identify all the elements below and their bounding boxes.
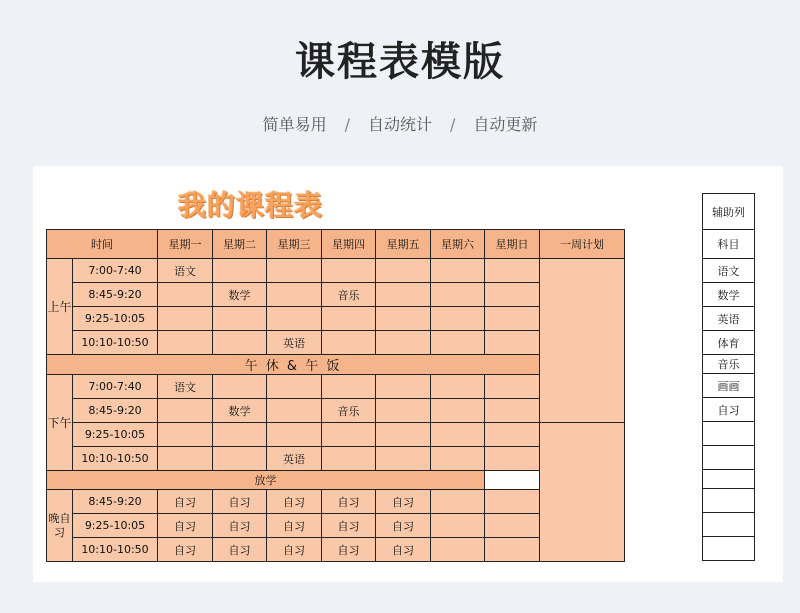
col-header-week-plan[interactable]: 一周计划 — [540, 230, 625, 259]
col-header-thu[interactable]: 星期四 — [322, 230, 376, 259]
course-cell[interactable]: 自习 — [267, 514, 322, 538]
week-plan-cell-bottom[interactable] — [540, 423, 625, 562]
course-cell[interactable]: 自习 — [322, 514, 376, 538]
course-cell[interactable] — [213, 447, 267, 471]
table-row — [47, 490, 625, 514]
course-cell[interactable]: 自习 — [322, 538, 376, 562]
table-row — [47, 423, 625, 447]
course-cell[interactable] — [267, 283, 322, 307]
aux-column-table — [702, 193, 755, 561]
course-cell[interactable] — [431, 283, 485, 307]
course-cell[interactable] — [158, 307, 213, 331]
aux-subject-cell[interactable]: 语文 — [703, 259, 755, 283]
col-header-mon[interactable]: 星期一 — [158, 230, 213, 259]
aux-subject-cell[interactable]: 数学 — [703, 283, 755, 307]
course-cell[interactable] — [213, 375, 267, 399]
course-cell[interactable]: 自习 — [213, 514, 267, 538]
course-cell[interactable] — [376, 375, 431, 399]
course-cell[interactable] — [322, 259, 376, 283]
aux-subheader[interactable]: 科目 — [703, 230, 755, 259]
aux-header[interactable]: 辅助列 — [703, 194, 755, 230]
course-cell[interactable]: 自习 — [158, 490, 213, 514]
aux-subject-cell[interactable]: 体育 — [703, 331, 755, 355]
feature-auto-update: 自动更新 — [473, 115, 538, 134]
course-cell[interactable] — [322, 423, 376, 447]
page-title: 课程表模版 — [295, 39, 505, 85]
course-cell[interactable] — [485, 423, 540, 447]
table-row — [47, 399, 625, 423]
course-cell[interactable] — [431, 423, 485, 447]
col-header-sun[interactable]: 星期日 — [485, 230, 540, 259]
aux-subject-cell[interactable]: 自习 — [703, 398, 755, 422]
timetable — [46, 229, 625, 562]
course-cell[interactable] — [485, 399, 540, 423]
course-cell[interactable]: 自习 — [376, 490, 431, 514]
course-cell[interactable]: 音乐 — [322, 283, 376, 307]
course-cell[interactable]: 数学 — [213, 283, 267, 307]
week-plan-cell-top[interactable] — [540, 259, 625, 423]
sheet-title: 我的课程表 — [178, 189, 324, 222]
time-cell[interactable]: 7:00-7:40 — [73, 259, 158, 283]
col-header-sat[interactable]: 星期六 — [431, 230, 485, 259]
course-cell[interactable] — [376, 307, 431, 331]
aux-subject-cell[interactable] — [703, 513, 755, 537]
course-cell[interactable] — [267, 307, 322, 331]
course-cell[interactable] — [322, 331, 376, 355]
aux-subject-cell[interactable]: 画画 — [703, 374, 755, 398]
course-cell[interactable] — [485, 375, 540, 399]
course-cell[interactable]: 音乐 — [322, 399, 376, 423]
course-cell[interactable] — [267, 399, 322, 423]
aux-subject-cell[interactable] — [703, 489, 755, 513]
aux-subject-cell[interactable] — [703, 470, 755, 489]
table-row — [47, 307, 625, 331]
course-cell[interactable] — [376, 331, 431, 355]
course-cell[interactable] — [431, 447, 485, 471]
course-cell[interactable] — [158, 283, 213, 307]
course-cell[interactable] — [376, 283, 431, 307]
course-cell[interactable] — [431, 399, 485, 423]
course-cell[interactable]: 语文 — [158, 259, 213, 283]
course-cell[interactable] — [376, 259, 431, 283]
table-row — [47, 331, 625, 355]
aux-subject-cell[interactable] — [703, 446, 755, 470]
course-cell[interactable] — [158, 447, 213, 471]
course-cell[interactable] — [485, 514, 540, 538]
course-cell[interactable] — [485, 490, 540, 514]
time-cell[interactable]: 10:10-10:50 — [73, 447, 158, 471]
col-header-tue[interactable]: 星期二 — [213, 230, 267, 259]
feature-easy: 简单易用 — [262, 115, 327, 134]
table-row — [47, 283, 625, 307]
course-cell[interactable]: 自习 — [158, 514, 213, 538]
course-cell[interactable]: 自习 — [322, 490, 376, 514]
course-cell[interactable] — [376, 447, 431, 471]
table-row — [47, 447, 625, 471]
course-cell[interactable] — [431, 538, 485, 562]
course-cell[interactable] — [322, 307, 376, 331]
course-cell[interactable] — [485, 331, 540, 355]
course-cell[interactable]: 数学 — [213, 399, 267, 423]
course-cell[interactable] — [376, 423, 431, 447]
aux-subject-cell[interactable]: 英语 — [703, 307, 755, 331]
course-cell[interactable]: 英语 — [267, 447, 322, 471]
col-header-time[interactable]: 时间 — [47, 230, 158, 259]
course-cell[interactable] — [431, 331, 485, 355]
time-cell[interactable]: 9:25-10:05 — [73, 423, 158, 447]
header-row — [47, 230, 625, 259]
course-cell[interactable] — [485, 259, 540, 283]
separator: / — [344, 115, 350, 134]
course-cell[interactable] — [267, 259, 322, 283]
course-cell[interactable]: 语文 — [158, 375, 213, 399]
course-cell[interactable]: 英语 — [267, 331, 322, 355]
table-row — [47, 355, 625, 375]
period-label-evening[interactable]: 晚自习 — [47, 490, 73, 562]
course-cell[interactable] — [485, 447, 540, 471]
course-cell[interactable]: 自习 — [267, 490, 322, 514]
course-cell[interactable]: 自习 — [376, 514, 431, 538]
table-row — [47, 514, 625, 538]
col-header-wed[interactable]: 星期三 — [267, 230, 322, 259]
course-cell[interactable]: 自习 — [376, 538, 431, 562]
feature-list — [0, 112, 800, 135]
time-cell[interactable]: 8:45-9:20 — [73, 490, 158, 514]
course-cell[interactable] — [213, 423, 267, 447]
course-cell[interactable] — [431, 514, 485, 538]
time-cell[interactable]: 8:45-9:20 — [73, 399, 158, 423]
noon-break-band[interactable]: 午 休 & 午 饭 — [47, 355, 540, 375]
time-cell[interactable]: 8:45-9:20 — [73, 283, 158, 307]
course-cell[interactable]: 自习 — [213, 490, 267, 514]
period-label-afternoon[interactable]: 下午 — [47, 375, 73, 471]
course-cell[interactable] — [485, 538, 540, 562]
after-school-band[interactable]: 放学 — [47, 471, 485, 490]
feature-auto-stats: 自动统计 — [367, 115, 432, 134]
course-cell[interactable] — [431, 307, 485, 331]
course-cell[interactable] — [213, 259, 267, 283]
table-row — [47, 259, 625, 283]
time-cell[interactable]: 10:10-10:50 — [73, 538, 158, 562]
course-cell[interactable] — [376, 399, 431, 423]
time-cell[interactable]: 9:25-10:05 — [73, 514, 158, 538]
aux-subject-cell[interactable]: 音乐 — [703, 355, 755, 374]
course-cell[interactable]: 自习 — [158, 538, 213, 562]
separator: / — [450, 115, 456, 134]
aux-subject-cell[interactable] — [703, 422, 755, 446]
period-label-morning[interactable]: 上午 — [47, 259, 73, 355]
course-cell[interactable] — [213, 307, 267, 331]
course-cell[interactable] — [322, 375, 376, 399]
course-cell[interactable] — [213, 331, 267, 355]
course-cell[interactable]: 自习 — [267, 538, 322, 562]
course-cell[interactable] — [431, 490, 485, 514]
course-cell[interactable]: 自习 — [213, 538, 267, 562]
time-cell[interactable]: 10:10-10:50 — [73, 331, 158, 355]
course-cell[interactable] — [267, 375, 322, 399]
course-cell[interactable] — [485, 283, 540, 307]
course-cell[interactable] — [485, 307, 540, 331]
course-cell[interactable] — [267, 423, 322, 447]
course-cell[interactable] — [431, 375, 485, 399]
time-cell[interactable]: 7:00-7:40 — [73, 375, 158, 399]
course-cell[interactable] — [431, 259, 485, 283]
time-cell[interactable]: 9:25-10:05 — [73, 307, 158, 331]
course-cell[interactable] — [322, 447, 376, 471]
course-cell[interactable] — [158, 423, 213, 447]
table-row — [47, 538, 625, 562]
table-row — [47, 471, 625, 490]
col-header-fri[interactable]: 星期五 — [376, 230, 431, 259]
aux-subject-cell[interactable] — [703, 537, 755, 561]
course-cell[interactable] — [158, 331, 213, 355]
course-cell[interactable] — [158, 399, 213, 423]
table-row — [47, 375, 625, 399]
